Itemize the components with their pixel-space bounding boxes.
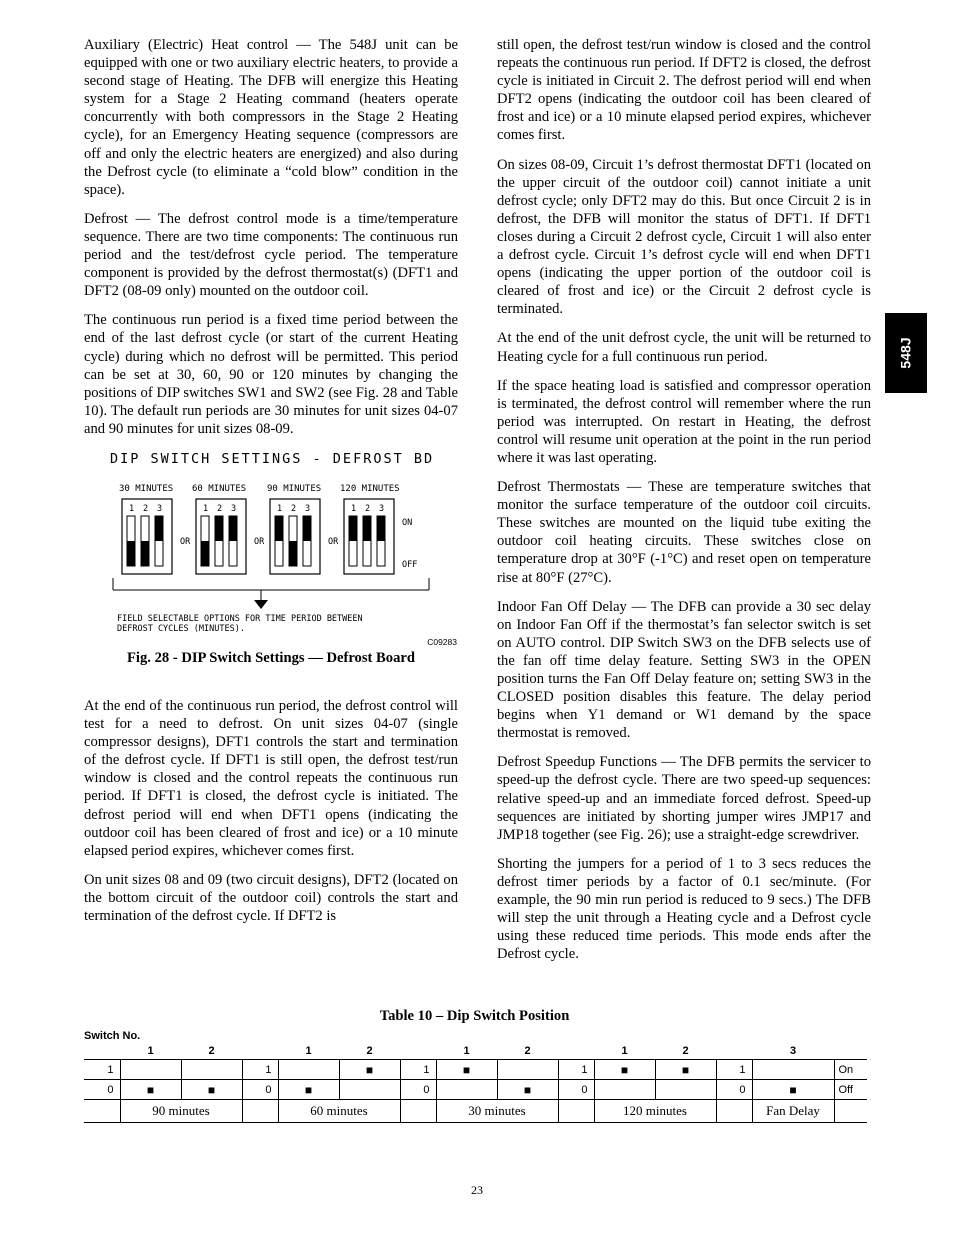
switch-number: 3 [157,503,163,514]
table-cell: On [834,1060,867,1080]
or-label: OR [254,536,265,547]
figure-note-line1: FIELD SELECTABLE OPTIONS FOR TIME PERIOD BETWEEN [117,613,363,624]
paragraph-speedup: Defrost Speedup Functions — The DFB permits the servicer to speed-up the defrost cycle. There are two speed-up sequences: relative speed-up and an immediate forced defrost. Speed-up sequences are initiated by shorting jumper wires JMP17 and JMP18 together (see Fig. 26); use a straight-edge screwdriver. [497,754,871,843]
switch-number: 1 [203,503,209,514]
or-label: OR [180,536,191,547]
paragraph-continuous-run: The continuous run period is a fixed time period between the end of the last defrost cycle (or start of the current Heating cycle) during which no defrost will be permitted. This period can be set at 30, 60, 90 or 120 minutes by changing the positions of DIP switches SW1 and SW2 (see Fig. 28 and Table 10). The default run periods are 30 minutes for unit sizes 04-07 and 90 minutes for unit sizes 08-09. [84,312,458,437]
switch-number: 3 [231,503,237,514]
header-cell: 2 [208,1045,215,1057]
table-cell: 1 [558,1060,594,1080]
table-cell: 1 [84,1060,120,1080]
switch-number: 2 [143,503,149,514]
dip-box-90 [270,499,320,574]
dip-switch-figure [84,450,458,667]
table-cell [716,1100,752,1123]
header-cell: 1 [463,1045,470,1057]
side-tab-label: 548J [898,337,914,369]
table-cell: 0 [242,1080,278,1100]
switch-number: 2 [291,503,297,514]
paragraph-defrost: Defrost — The defrost control mode is a time/temperature sequence. There are two time components: The continuous run period and the test/defrost cycle period. The temperature component is provided by the defrost thermostat(s) (DFT1 and DFT2 (08-09 only) mounted on the outdoor coil. [84,210,458,300]
header-cell [400,1043,436,1059]
table-cell: 1 [242,1060,278,1080]
caption-30-minutes: 30 minutes [436,1100,558,1123]
switch-number: 3 [379,503,385,514]
header-cell [242,1043,278,1059]
paragraph-defrost-thermostats: Defrost Thermostats — These are temperature switches that monitor the surface temperature of the outdoor coil circuits. These switches are mounted on the liquid tube exiting the outdoor coil heating circuits. These switches close on temperature drop at 30°F (-1°C) and reset open on temperature rise at 80°F (27°C). [497,479,871,586]
off-label: OFF [402,559,418,570]
paragraph-shorting: Shorting the jumpers for a period of 1 to 3 secs reduces the defrost timer periods by a factor of 0.1 sec/minute. (For example, the 90 min run period is reduced to 9 secs.) The DFB will step the unit through a Heating cycle and a Defrost cycle using these reduced time periods. This mode ends after the Defrost cycle. [497,855,871,963]
paragraph-aux-heat: Auxiliary (Electric) Heat control — The 548J unit can be equipped with one or two auxiliary electric heaters, to provide a second stage of Heating. The DFB will energize this Heating system for a Stage 2 Heating command (heaters operate concurrently with both compressors in the Stage 2 Heating cycle), for an Emergency Heating sequence (compressors are off and only the electric heaters are energized) and also during the Defrost cycle (to eliminate a “cold blow” condition in the space). [84,37,458,198]
table-cell: ■ [339,1060,400,1080]
header-cell: 2 [524,1045,531,1057]
paragraph-sizes-08-09: On unit sizes 08 and 09 (two circuit designs), DFT2 (located on the bottom circuit of the outdoor coil) controls the start and termination of the defrost cycle. If DFT2 is [84,871,458,924]
dip-box-60 [196,499,246,574]
dip-box-120 [344,499,394,574]
table-cell [120,1060,181,1080]
table-cell [278,1060,339,1080]
option-label-120: 120 MINUTES [340,483,400,494]
option-label-30: 30 MINUTES [119,483,174,494]
header-cell [716,1043,752,1059]
right-column [497,36,871,974]
paragraph-circuit1: On sizes 08-09, Circuit 1’s defrost thermostat DFT1 (located on the upper circuit of the outdoor coil) cannot initiate a unit defrost cycle; only DFT2 may do this. But once Circuit 2 is in defrost, the DFB will monitor the status of DFT1. If DFT1 closes during a Circuit 2 defrost cycle, Circuit 1 will also enter a defrost cycle. Circuit 1’s defrost cycle will end when DFT1 opens (indicating the upper portion of the outdoor coil is cleared of frost and ice) or the Circuit 2 defrost cycle is terminated. [497,156,871,318]
table-cell [558,1100,594,1123]
table-cell [84,1100,120,1123]
paragraph-end-defrost: At the end of the unit defrost cycle, the unit will be returned to Heating cycle for a full continuous run period. [497,330,871,365]
table-cell: ■ [278,1080,339,1100]
caption-90-minutes: 90 minutes [120,1100,242,1123]
caption-120-minutes: 120 minutes [594,1100,716,1123]
table-row-off [84,1080,867,1100]
table-row-on [84,1060,867,1080]
switch-number: 3 [305,503,311,514]
header-cell [84,1043,120,1059]
table-cell: ■ [752,1080,834,1100]
table-cell: 0 [400,1080,436,1100]
header-cell [558,1043,594,1059]
table-cell: ■ [497,1080,558,1100]
switch-number: 2 [217,503,223,514]
option-label-60: 60 MINUTES [192,483,247,494]
paragraph-fan-off-delay: Indoor Fan Off Delay — The DFB can provide a 30 sec delay on Indoor Fan Off if the thermostat’s fan selector switch is set on AUTO control. DIP Switch SW3 on the DFB selects use of the fan off time delay feature. Setting SW3 in the OPEN position turns the Fan Off Delay feature on; setting SW3 in the CLOSED position disables this feature. The delay period begins when Y1 demand or W1 demand by the space thermostat is removed. [497,598,871,742]
table-cell: 0 [716,1080,752,1100]
table-cell: ■ [655,1060,716,1080]
table-cell: Off [834,1080,867,1100]
header-cell [834,1043,867,1059]
paragraph-end-of-run: At the end of the continuous run period, the defrost control will test for a need to defrost. On unit sizes 04-07 (single compressor designs), DFT1 controls the start and termination of the defrost cycle. If DFT1 is still open, the defrost test/run window is closed and the control repeats the continuous run period. If DFT1 is closed, the defrost cycle is initiated. The defrost period will end when DFT1 opens (indicating the outdoor coil has been cleared of frost and ice) or a 10 minute elapsed period expires, whichever comes first. [84,697,458,859]
table-cell: 0 [84,1080,120,1100]
dip-switch-diagram [84,450,458,650]
table-cell: ■ [436,1060,497,1080]
header-cell: 3 [789,1045,797,1057]
table-cell [655,1080,716,1100]
table-cell [834,1100,867,1123]
switch-no-label: Switch No. [84,1030,141,1042]
table-cell [594,1080,655,1100]
dip-switch-table [84,1008,865,1123]
side-tab [885,313,927,393]
table-cell [242,1100,278,1123]
table-cell [752,1060,834,1080]
header-cell: 1 [305,1045,312,1057]
dip-table [84,1059,867,1123]
paragraph-dft2-open: still open, the defrost test/run window is closed and the control repeats the continuous run period. If DFT2 is closed, the defrost cycle is initiated in Circuit 2. The defrost period will end when DFT2 opens (indicating the outdoor coil has been cleared of frost and ice) or a 10 minute elapsed period expires, whichever comes first. [497,37,871,144]
figure-title: DIP SWITCH SETTINGS - DEFROST BD [110,450,435,467]
table-cell: 0 [558,1080,594,1100]
figure-note-line2: DEFROST CYCLES (MINUTES). [117,623,245,634]
table-cell: ■ [181,1080,242,1100]
table-title: Table 10 – Dip Switch Position [379,1008,570,1024]
paragraph-heating-load: If the space heating load is satisfied and compressor operation is terminated, the defrost control will remember where the run period was interrupted. On restart in Heating, the defrost control will resume unit operation at the point in the run period where it was last operating. [497,377,871,466]
table-cell: 1 [716,1060,752,1080]
table-cell: 1 [400,1060,436,1080]
caption-fan-delay: Fan Delay [752,1100,834,1123]
page-number: 23 [471,1183,483,1197]
figure-caption: Fig. 28 - DIP Switch Settings — Defrost Board [127,649,415,666]
option-label-90: 90 MINUTES [267,483,322,494]
table-cell: ■ [120,1080,181,1100]
table-caption-row [84,1100,867,1123]
caption-60-minutes: 60 minutes [278,1100,400,1123]
table-cell [339,1080,400,1100]
table-cell: ■ [594,1060,655,1080]
header-cell: 2 [682,1045,689,1057]
table-header-row [84,1043,865,1059]
switch-number: 2 [365,503,371,514]
table-cell [181,1060,242,1080]
table-cell [400,1100,436,1123]
header-cell: 1 [621,1045,628,1057]
on-label: ON [402,517,413,528]
header-cell: 1 [147,1045,154,1057]
table-cell [497,1060,558,1080]
header-cell: 2 [366,1045,373,1057]
selection-bracket [113,578,429,609]
dip-box-30 [122,499,172,574]
table-cell [436,1080,497,1100]
switch-number: 1 [129,503,135,514]
switch-number: 1 [277,503,283,514]
left-column [84,36,458,936]
or-label: OR [328,536,339,547]
switch-number: 1 [351,503,357,514]
figure-code: C09283 [427,636,457,647]
